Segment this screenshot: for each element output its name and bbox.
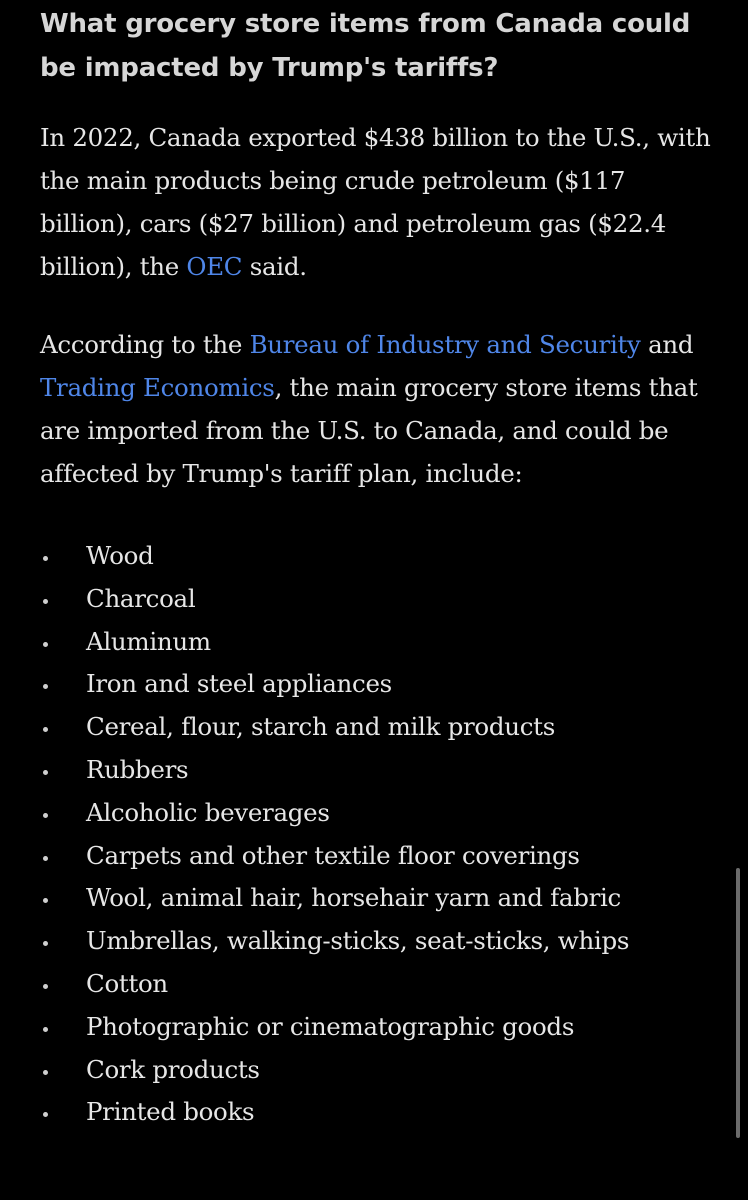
scrollbar[interactable]: [736, 868, 740, 1138]
list-item: [40, 1091, 720, 1134]
bullet-icon: [40, 1006, 52, 1049]
trading-economics-link[interactable]: Trading Economics: [40, 373, 275, 402]
bullet-icon: [40, 792, 52, 835]
list-item-label: Alcoholic beverages: [86, 797, 330, 827]
bullet-icon: [40, 621, 52, 664]
bullet-icon: [40, 835, 52, 878]
list-item: [40, 1049, 720, 1092]
bullet-icon: [40, 963, 52, 1006]
article-heading: What grocery store items from Canada could be impacted by Trump's tariffs?: [40, 9, 691, 83]
bullet-icon: [40, 877, 52, 920]
bureau-of-industry-link[interactable]: Bureau of Industry and Security: [249, 330, 641, 359]
list-item: [40, 835, 720, 878]
bullet-icon: [40, 578, 52, 621]
paragraph-exports-text: In 2022, Canada exported $438 billion to the U.S., with the main products being crude petroleum ($117 billion), cars ($27 billion) and petroleum gas ($22.4 billion), the: [40, 123, 711, 281]
bullet-icon: [40, 1049, 52, 1092]
paragraph-exports: [40, 116, 720, 288]
list-item: [40, 621, 720, 664]
list-item-label: Cork products: [86, 1054, 260, 1084]
list-item: [40, 749, 720, 792]
list-item-label: Cotton: [86, 968, 168, 998]
bullet-icon: [40, 1091, 52, 1134]
list-item: [40, 877, 720, 920]
list-item: [40, 792, 720, 835]
paragraph-imports-end: , the main grocery store items that are imported from the U.S. to Canada, and could be affected by Trump's tariff plan, include:: [40, 373, 698, 488]
items-list: [40, 535, 720, 1134]
bullet-icon: [40, 663, 52, 706]
list-item: [40, 535, 720, 578]
list-item-label: Photographic or cinematographic goods: [86, 1011, 575, 1041]
list-item-label: Rubbers: [86, 754, 189, 784]
oec-link[interactable]: OEC: [186, 252, 243, 281]
bullet-icon: [40, 535, 52, 578]
list-item-label: Charcoal: [86, 583, 196, 613]
list-item: [40, 578, 720, 621]
list-item: [40, 1006, 720, 1049]
list-item: [40, 920, 720, 963]
bullet-icon: [40, 749, 52, 792]
list-item-label: Umbrellas, walking-sticks, seat-sticks, whips: [86, 926, 630, 956]
list-item-label: Carpets and other textile floor coverings: [86, 840, 580, 870]
list-item: [40, 963, 720, 1006]
list-item-label: Aluminum: [86, 626, 211, 656]
list-item-label: Cereal, flour, starch and milk products: [86, 712, 555, 742]
article: [40, 0, 720, 1134]
list-item: [40, 663, 720, 706]
list-item-label: Wool, animal hair, horsehair yarn and fabric: [86, 883, 621, 913]
list-item-label: Wood: [86, 541, 154, 570]
bullet-icon: [40, 706, 52, 749]
list-item: [40, 706, 720, 749]
paragraph-imports-start: According to the: [40, 330, 250, 359]
list-item-label: Printed books: [86, 1097, 255, 1127]
paragraph-imports-middle: and: [640, 330, 694, 359]
paragraph-exports-end: said.: [242, 252, 307, 281]
bullet-icon: [40, 920, 52, 963]
paragraph-imports: [40, 323, 720, 495]
list-item-label: Iron and steel appliances: [86, 669, 392, 699]
